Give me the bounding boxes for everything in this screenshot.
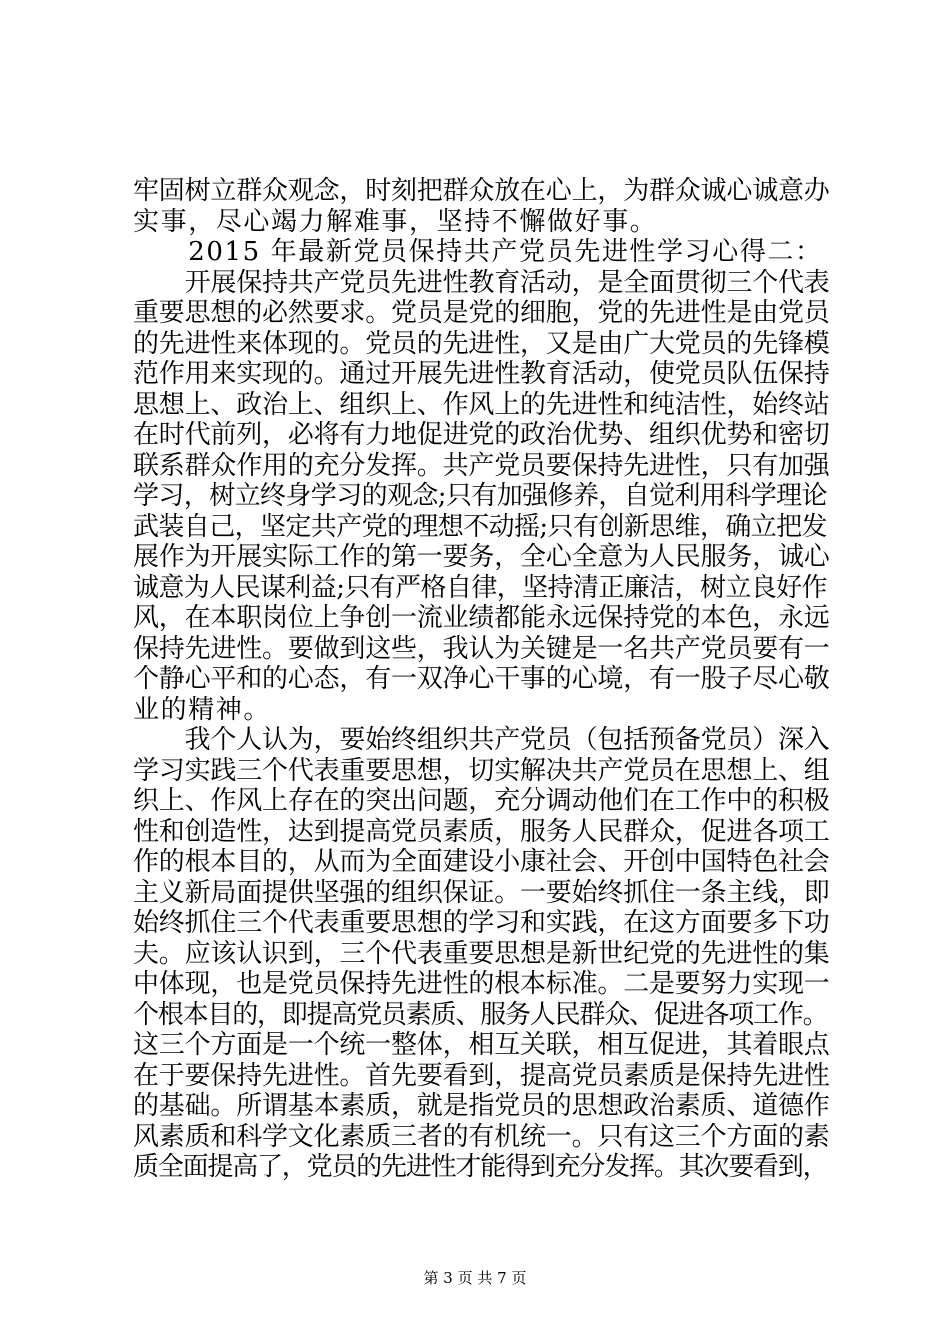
page-footer: 第 3 页 共 7 页 [423, 1269, 527, 1287]
text-line: 主义新局面提供坚强的组织保证。一要始终抓住一条主线，即 [133, 877, 830, 908]
text-line: 2015 年最新党员保持共产党员先进性学习心得二： [133, 237, 823, 267]
text-line: 开展保持共产党员先进性教育活动，是全面贯彻三个代表 [133, 267, 830, 298]
text-line: 展作为开展实际工作的第一要务，全心全意为人民服务，诚心 [133, 542, 830, 572]
text-line: 始终抓住三个代表重要思想的学习和实践，在这方面要多下功 [133, 908, 830, 938]
text-line: 风素质和科学文化素质三者的有机统一。只有这三个方面的素 [133, 1121, 830, 1152]
text-line: 业的精神。 [133, 694, 272, 725]
text-line: 范作用来实现的。通过开展先进性教育活动，使党员队伍保持 [133, 359, 830, 389]
text-line: 保持先进性。要做到这些，我认为关键是一名共产党员要有一 [133, 633, 830, 664]
text-line: 风，在本职岗位上争创一流业绩都能永远保持党的本色，永远 [133, 603, 830, 633]
text-line: 织上、作风上存在的突出问题，充分调动他们在工作中的积极 [133, 786, 830, 816]
text-line: 在于要保持先进性。首先要看到，提高党员素质是保持先进性 [133, 1060, 830, 1091]
text-line: 学习，树立终身学习的观念;只有加强修养，自觉利用科学理论 [133, 481, 827, 511]
text-line: 性和创造性，达到提高党员素质，服务人民群众，促进各项工 [133, 816, 830, 847]
text-line: 中体现，也是党员保持先进性的根本标准。二是要努力实现一 [133, 969, 830, 999]
text-line: 学习实践三个代表重要思想，切实解决共产党员在思想上、组 [133, 755, 830, 786]
text-line: 我个人认为，要始终组织共产党员（包括预备党员）深入 [133, 725, 830, 755]
text-line: 实事，尽心竭力解难事，坚持不懈做好事。 [133, 206, 658, 237]
text-line: 的基础。所谓基本素质，就是指党员的思想政治素质、道德作 [133, 1091, 830, 1121]
text-line: 作的根本目的，从而为全面建设小康社会、开创中国特色社会 [133, 847, 830, 877]
text-line: 牢固树立群众观念，时刻把群众放在心上，为群众诚心诚意办 [133, 176, 830, 206]
text-line: 诚意为人民谋利益;只有严格自律，坚持清正廉洁，树立良好作 [133, 572, 827, 603]
text-line: 的先进性来体现的。党员的先进性，又是由广大党员的先锋模 [133, 328, 830, 359]
text-line: 思想上、政治上、组织上、作风上的先进性和纯洁性，始终站 [133, 389, 830, 420]
text-line: 重要思想的必然要求。党员是党的细胞，党的先进性是由党员 [133, 298, 830, 328]
text-line: 这三个方面是一个统一整体，相互关联，相互促进，其着眼点 [133, 1030, 830, 1060]
text-line: 夫。应该认识到，三个代表重要思想是新世纪党的先进性的集 [133, 938, 830, 969]
text-line: 在时代前列，必将有力地促进党的政治优势、组织优势和密切 [133, 420, 830, 450]
text-line: 武装自己，坚定共产党的理想不动摇;只有创新思维，确立把发 [133, 511, 827, 542]
text-line: 联系群众作用的充分发挥。共产党员要保持先进性，只有加强 [133, 450, 830, 481]
text-line: 质全面提高了，党员的先进性才能得到充分发挥。其次要看到， [133, 1152, 828, 1182]
text-line: 个根本目的，即提高党员素质、服务人民群众、促进各项工作。 [133, 999, 828, 1030]
text-line: 个静心平和的心态，有一双净心干事的心境，有一股子尽心敬 [133, 664, 830, 694]
